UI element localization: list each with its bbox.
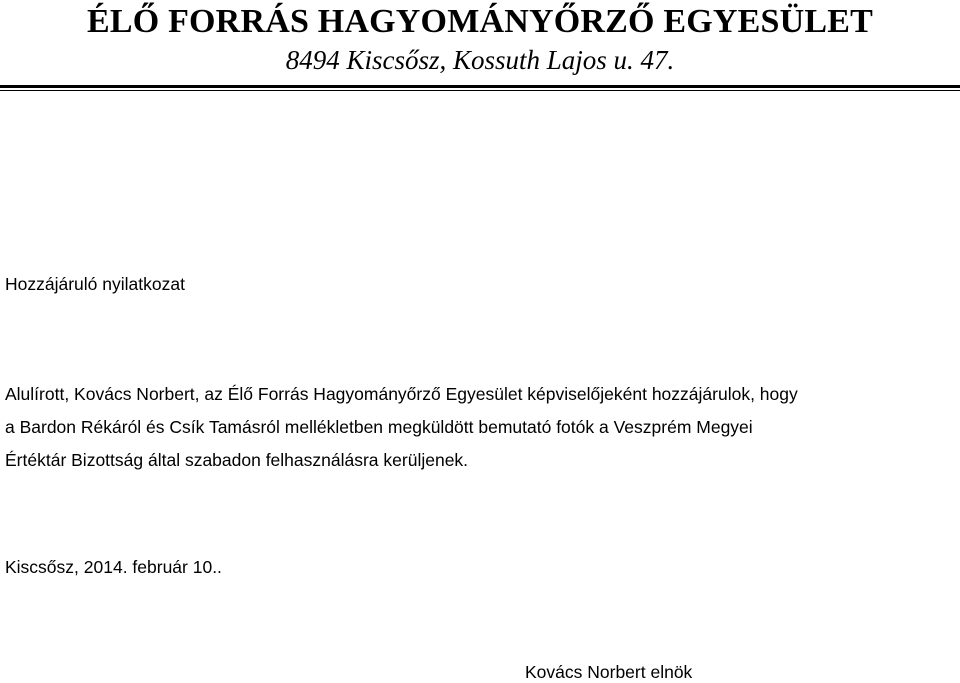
letterhead: [0, 0, 960, 92]
letterhead-divider-thick: [0, 85, 960, 88]
place-and-date: Kiscsősz, 2014. február 10..: [5, 557, 222, 577]
letterhead-divider-thin: [0, 90, 960, 91]
organization-address: 8494 Kiscsősz, Kossuth Lajos u. 47.: [285, 45, 675, 75]
body-text-line: a Bardon Rékáról és Csík Tamásról mellékletben megküldött bemutató fotók a Veszprém Megyei: [5, 417, 753, 437]
body-text-line: Alulírott, Kovács Norbert, az Élő Forrás Hagyományőrző Egyesület képviselőjeként hozzájárulok, hogy: [5, 384, 798, 404]
document-title: Hozzájáruló nyilatkozat: [5, 274, 185, 294]
signature-line: Kovács Norbert elnök: [525, 662, 693, 682]
body-text-line: Értéktár Bizottság által szabadon felhasználásra kerüljenek.: [5, 450, 469, 470]
organization-name: ÉLŐ FORRÁS HAGYOMÁNYŐRZŐ EGYESÜLET: [86, 3, 874, 40]
